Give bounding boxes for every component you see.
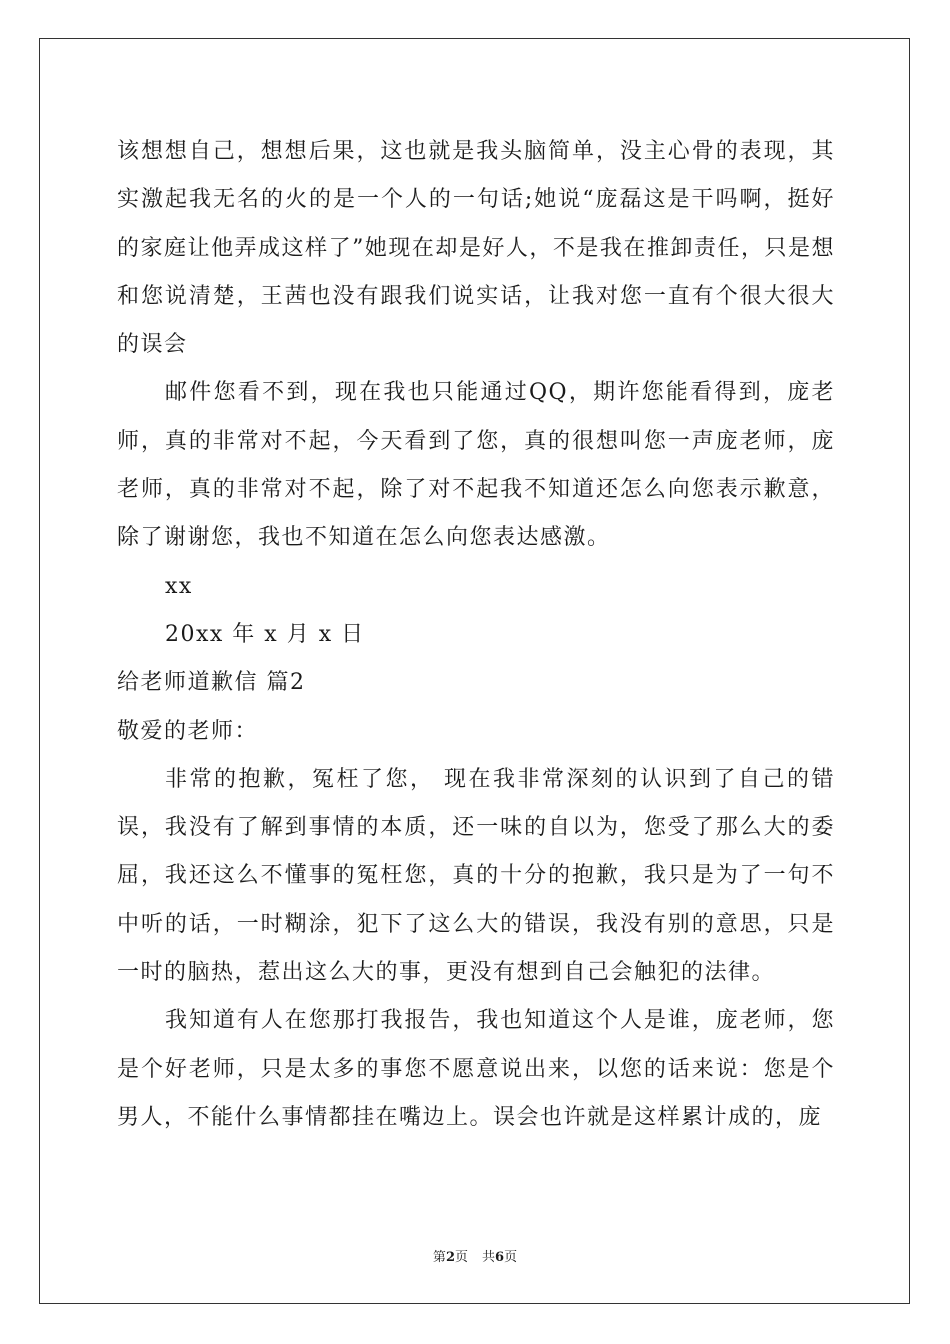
page-total: 6 xyxy=(495,1250,505,1265)
page-prefix: 第 xyxy=(432,1250,446,1265)
paragraph: 非常的抱歉，冤枉了您， 现在我非常深刻的认识到了自己的错误，我没有了解到事情的本质，还一味的自以为，您受了那么大的委屈，我还这么不懂事的冤枉您，真的十分的抱歉，我只是为了一句不中听的话，一时糊涂，犯下了这么大的错误，我没有别的意思，只是一时的脑热，惹出这么大的事，更没有想到自己会触犯的法律。 xyxy=(117,766,835,986)
page-unit: 页 xyxy=(454,1250,468,1265)
page-footer xyxy=(0,1246,950,1265)
total-prefix: 共 xyxy=(482,1250,496,1265)
salutation: 敬爱的老师： xyxy=(117,718,259,744)
signature-name: xx xyxy=(165,573,193,599)
document-body xyxy=(117,128,835,1142)
total-unit: 页 xyxy=(504,1250,518,1265)
paragraph: 我知道有人在您那打我报告，我也知道这个人是谁，庞老师，您是个好老师，只是太多的事您不愿意说出来，以您的话来说：您是个男人，不能什么事情都挂在嘴边上。误会也许就是这样累计成的，庞 xyxy=(117,1008,835,1130)
paragraph: 邮件您看不到，现在我也只能通过QQ，期许您能看得到，庞老师，真的非常对不起，今天看到了您，真的很想叫您一声庞老师，庞老师，真的非常对不起，除了对不起我不知道还怎么向您表示歉意，除了谢谢您，我也不知道在怎么向您表达感激。 xyxy=(117,380,835,551)
page-current: 2 xyxy=(445,1250,455,1265)
signature-date: 20xx 年 x 月 x 日 xyxy=(165,621,365,647)
section-title: 给老师道歉信 篇2 xyxy=(117,670,306,696)
paragraph: 该想想自己，想想后果，这也就是我头脑简单，没主心骨的表现，其实激起我无名的火的是一个人的一句话;她说“庞磊这是干吗啊，挺好的家庭让他弄成这样了”她现在却是好人，不是我在推卸责任，只是想和您说清楚，王茜也没有跟我们说实话，让我对您一直有个很大很大的误会 xyxy=(117,139,835,358)
